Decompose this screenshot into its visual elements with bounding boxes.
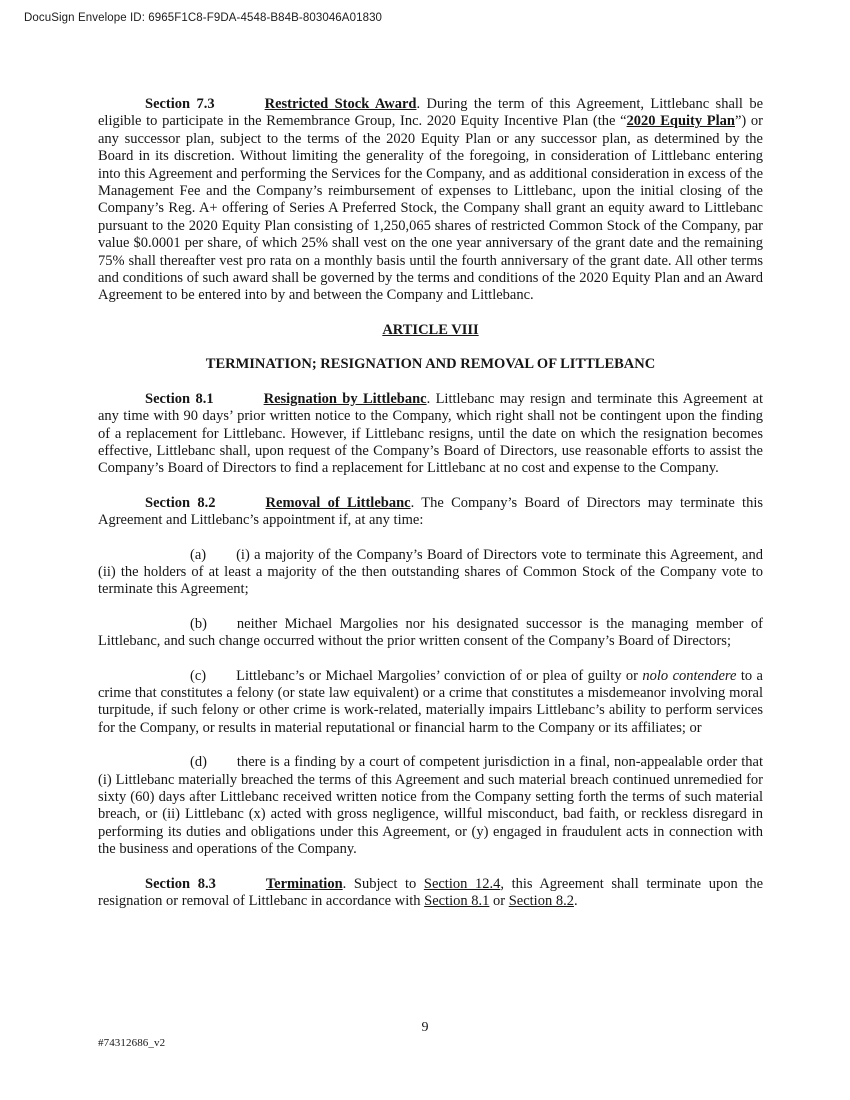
- item-c-label: (c): [190, 667, 207, 684]
- section-8-2-label: Section 8.2: [145, 494, 216, 511]
- latin-term-nolo-contendere: nolo contendere: [642, 667, 737, 684]
- section-8-2-title: Removal of Littlebanc: [265, 494, 411, 511]
- paragraph-section-8-3: [98, 876, 763, 911]
- docusign-envelope-id: DocuSign Envelope ID: 6965F1C8-F9DA-4548-B84B-803046A01830: [24, 12, 383, 24]
- section-8-3-body-4: .: [573, 893, 578, 910]
- item-a-body: (i) a majority of the Company’s Board of Directors vote to terminate this Agreement, and (ii) the holders of at least a majority of the then outstanding shares of Common Stock of the Company vote to terminate this Agreement;: [98, 546, 763, 598]
- defined-term-2020-equity-plan: 2020 Equity Plan: [626, 113, 735, 130]
- section-8-3-body-2: , this Agreement shall terminate upon the resignation or removal of Littlebanc in accordance with: [98, 875, 764, 910]
- section-8-1-title: Resignation by Littlebanc: [263, 390, 427, 407]
- section-8-3-title: Termination: [265, 875, 343, 892]
- paragraph-item-b: [98, 616, 763, 651]
- section-7-3-body-2: ”) or any successor plan, subject to the terms of the 2020 Equity Plan or any successor plan, as determined by the Board in its discretion. Without limiting the generality of the foregoing, in consideration of Littlebanc entering into this Agreement and performing the Services for the Company, and as additional consideration in excess of the Management Fee and the Company’s reimbursement of expenses to Littlebanc, upon the initial closing of the Company’s Reg. A+ offering of Series A Preferred Stock, the Company shall grant an equity award to Littlebanc pursuant to the 2020 Equity Plan consisting of 1,250,065 shares of restricted Common Stock of the Company, par value $0.0001 per share, of which 25% shall vest on the one year anniversary of the grant date and the remaining 75% shall thereafter vest pro rata on a monthly basis until the fourth anniversary of the grant date. All other terms and conditions of such award shall be governed by the terms and conditions of the 2020 Equity Plan and an Award Agreement to be entered into by and between the Company and Littlebanc.: [98, 113, 764, 304]
- item-c-body-2: to a crime that constitutes a felony (or state law equivalent) or a crime that constitutes a misdemeanor involving moral turpitude, if such felony or other crime is work-related, materially impairs Littlebanc’s ability to perform services for the Company, or results in material reputational or financial harm to the Company or its affiliates; or: [98, 667, 763, 736]
- section-8-3-body-1: . Subject to: [342, 875, 424, 892]
- document-version-id: #74312686_v2: [98, 1037, 166, 1049]
- section-8-2-body: . The Company’s Board of Directors may terminate this Agreement and Littlebanc’s appointment if, at any time:: [98, 494, 764, 529]
- article-viii-subheading: TERMINATION; RESIGNATION AND REMOVAL OF LITTLEBANC: [205, 356, 656, 373]
- item-d-body: there is a finding by a court of competent jurisdiction in a final, non-appealable order that (i) Littlebanc materially breached the terms of this Agreement and such material breach continued unremedied for sixty (60) days after Littlebanc received written notice from the Company setting forth the terms of such material breach, or (ii) Littlebanc (x) acted with gross negligence, willful misconduct, bad faith, or reckless disregard in performing its duties and obligations under this Agreement, or (y) engaged in fraudulent acts in connection with the business and operations of the Company.: [98, 754, 763, 858]
- item-c-body-1: Littlebanc’s or Michael Margolies’ conviction of or plea of guilty or: [236, 667, 643, 684]
- page-number: 9: [421, 1020, 429, 1035]
- section-7-3-body-1: . During the term of this Agreement, Littlebanc shall be eligible to participate in the Remembrance Group, Inc. 2020 Equity Incentive Plan (the “: [98, 96, 764, 130]
- document-body: [98, 96, 763, 927]
- cross-reference-section-12-4: Section 12.4: [423, 875, 501, 892]
- article-viii-heading-text: ARTICLE VIII: [382, 321, 479, 338]
- section-8-3-label: Section 8.3: [145, 875, 216, 892]
- article-viii-heading: [98, 322, 763, 339]
- item-b-body: neither Michael Margolies nor his designated successor is the managing member of Littlebanc, and such change occurred without the prior written consent of the Company’s Board of Directors;: [98, 615, 763, 650]
- section-7-3-label: Section 7.3: [145, 96, 215, 112]
- paragraph-section-8-1: [98, 391, 763, 478]
- item-d-label: (d): [190, 754, 207, 771]
- section-8-1-body: . Littlebanc may resign and terminate this Agreement at any time with 90 days’ prior written notice to the Company, which right shall not be contingent upon the finding of a replacement for Littlebanc. However, if Littlebanc resigns, until the date on which the resignation becomes effective, Littlebanc shall, upon request of the Company’s Board of Directors, use reasonable efforts to assist the Company’s Board of Directors to find a replacement for Littlebanc at no cost and expense to the Company.: [98, 390, 763, 477]
- paragraph-section-8-2: [98, 495, 763, 530]
- item-a-label: (a): [190, 546, 207, 563]
- paragraph-item-d: [98, 754, 763, 858]
- item-b-label: (b): [190, 615, 207, 632]
- cross-reference-section-8-2: Section 8.2: [508, 893, 574, 910]
- cross-reference-section-8-1: Section 8.1: [424, 893, 490, 910]
- paragraph-item-c: [98, 668, 763, 738]
- section-8-3-body-3: or: [489, 893, 509, 910]
- section-7-3-title: Restricted Stock Award: [264, 96, 417, 112]
- paragraph-item-a: [98, 547, 763, 599]
- section-8-1-label: Section 8.1: [145, 390, 214, 407]
- paragraph-section-7-3: [98, 96, 763, 305]
